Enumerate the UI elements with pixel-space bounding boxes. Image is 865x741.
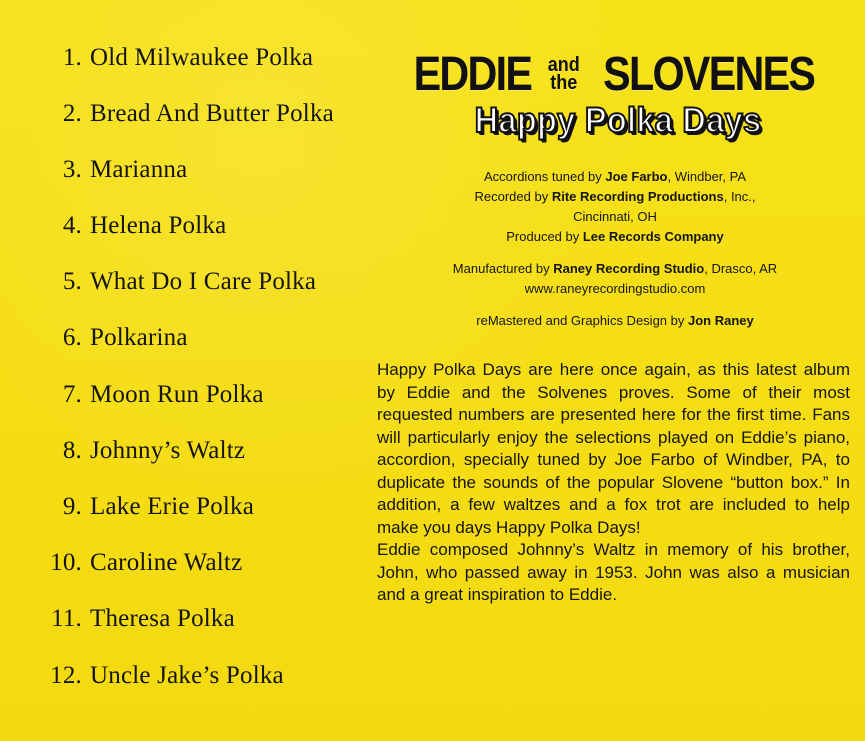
track-number: 10. — [50, 549, 82, 576]
credit-location: , Drasco, AR — [704, 261, 778, 276]
credit-label: Accordions tuned by — [483, 169, 606, 184]
credit-website: www.raneyrecordingstudio.com — [524, 281, 706, 296]
credit-remastered — [405, 311, 825, 331]
credit-location: , Inc., — [723, 189, 756, 204]
credit-label: Recorded by — [474, 189, 552, 204]
track-title: Theresa Polka — [90, 605, 235, 632]
credit-name: Joe Farbo — [605, 169, 668, 184]
track-number: 3. — [62, 156, 82, 183]
track-number: 5. — [62, 268, 82, 295]
track-title: What Do I Care Polka — [90, 268, 317, 295]
track-title: Helena Polka — [90, 212, 227, 239]
album-title: Happy Polka Days — [474, 101, 762, 140]
track-item — [38, 431, 378, 471]
band-name-slovenes: SLOVENES — [603, 47, 815, 101]
credits-spacer — [405, 299, 825, 311]
credit-location: , Windber, PA — [667, 169, 747, 184]
track-title: Old Milwaukee Polka — [90, 44, 314, 71]
track-number: 9. — [62, 493, 82, 520]
band-name-the: the — [550, 72, 578, 94]
track-title: Moon Run Polka — [90, 381, 264, 408]
credit-produced — [405, 227, 825, 247]
band-name-and: and — [547, 54, 580, 76]
credit-label: Produced by — [506, 229, 583, 244]
track-title: Bread And Butter Polka — [90, 100, 334, 127]
track-number: 2. — [62, 100, 82, 127]
track-list — [38, 38, 378, 718]
track-number: 1. — [62, 44, 82, 71]
track-item — [38, 206, 378, 246]
track-title: Lake Erie Polka — [90, 493, 255, 520]
credit-name: Raney Recording Studio — [553, 261, 705, 276]
track-number: 6. — [62, 324, 82, 351]
credit-name: Lee Records Company — [582, 229, 724, 244]
credit-label: reMastered and Graphics Design by — [476, 313, 688, 328]
credit-label: Manufactured by — [452, 261, 554, 276]
credit-name: Rite Recording Productions — [551, 189, 724, 204]
track-item — [38, 487, 378, 527]
track-title: Caroline Waltz — [90, 549, 243, 576]
credit-manufactured — [405, 259, 825, 279]
band-name — [398, 45, 838, 103]
liner-notes — [377, 359, 850, 607]
track-number: 12. — [50, 662, 82, 689]
credit-recorded-city: Cincinnati, OH — [573, 209, 657, 224]
track-item — [38, 94, 378, 134]
track-title: Johnny’s Waltz — [90, 437, 246, 464]
credit-name: Jon Raney — [687, 313, 754, 328]
track-item — [38, 150, 378, 190]
track-number: 11. — [51, 605, 82, 632]
track-item — [38, 599, 378, 639]
credits-block — [405, 167, 825, 331]
credit-recorded — [405, 187, 825, 207]
track-item — [38, 318, 378, 358]
track-title: Uncle Jake’s Polka — [90, 662, 284, 689]
liner-notes-paragraph-2: Eddie composed Johnny’s Waltz in memory of his brother, John, who passed away in 1953. John was also a musician and a great inspiration to Eddie. — [377, 540, 850, 604]
liner-notes-paragraph-1: Happy Polka Days are here once again, as this latest album by Eddie and the Solvenes proves. Some of their most requested numbers are presented here for the first time. Fans will particularly enjoy the selections played on Eddie’s piano, accordion, specially tuned by Joe Farbo of Windber, PA, to duplicate the sounds of the popular Slovene “button box.” In addition, a few waltzes and a fox trot are included to help make you days Happy Polka Days! — [377, 360, 850, 537]
credits-spacer — [405, 247, 825, 259]
track-number: 8. — [62, 437, 82, 464]
track-item — [38, 375, 378, 415]
track-item — [38, 656, 378, 696]
track-number: 4. — [62, 212, 82, 239]
track-item — [38, 38, 378, 78]
band-name-connector — [548, 56, 580, 92]
track-title: Polkarina — [90, 324, 188, 351]
album-title-block — [398, 45, 838, 138]
track-number: 7. — [62, 381, 82, 408]
credit-accordions — [405, 167, 825, 187]
track-title: Marianna — [90, 156, 188, 183]
track-item — [38, 543, 378, 583]
band-name-eddie: EDDIE — [413, 47, 532, 101]
track-item — [38, 262, 378, 302]
